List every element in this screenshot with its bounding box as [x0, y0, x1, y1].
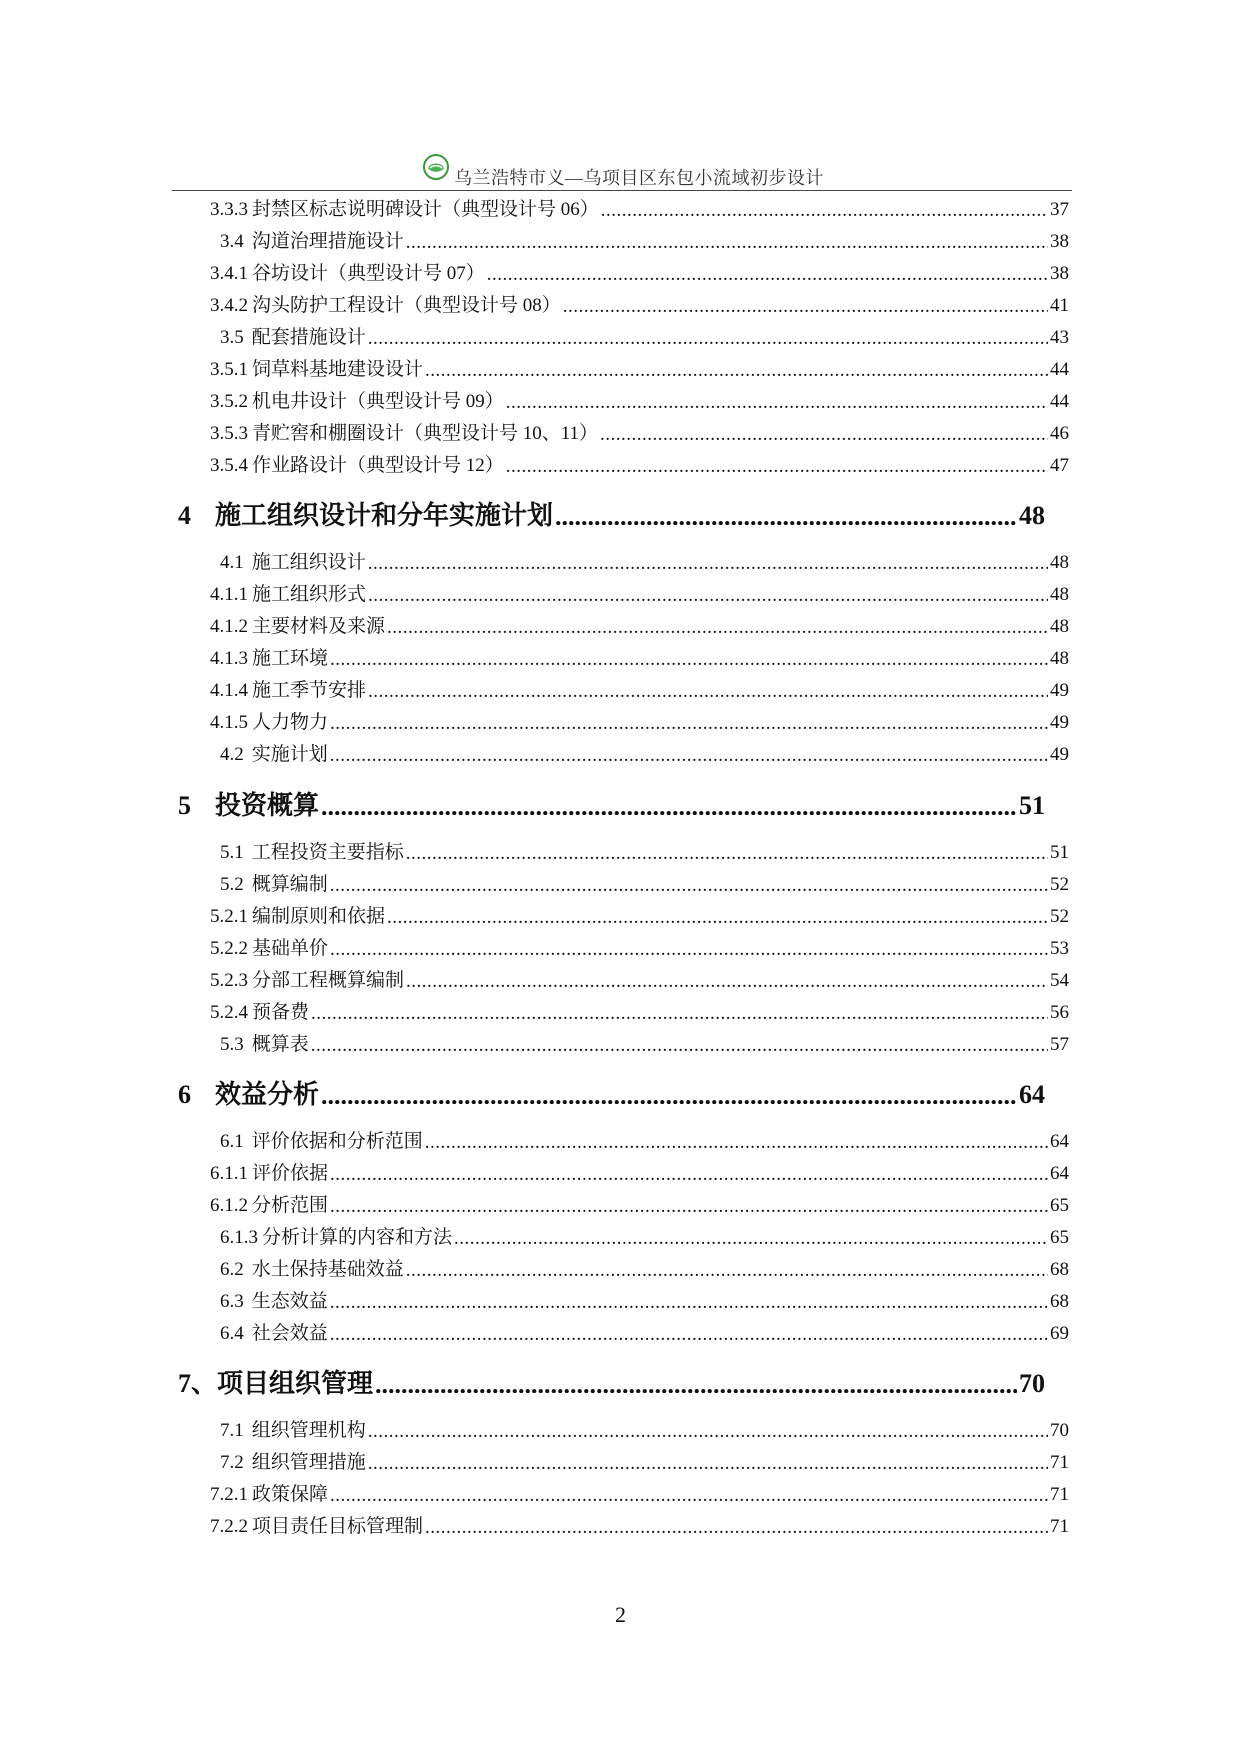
toc-entry-number: 7.2.2: [210, 1516, 248, 1537]
toc-section-entry[interactable]: [210, 582, 1069, 608]
toc-entry-title: 分析范围: [252, 1195, 329, 1216]
toc-entry-number: 3.5: [220, 327, 244, 348]
toc-dot-leader: [454, 1226, 1048, 1245]
toc-entry-title: 沟道治理措施设计: [251, 231, 404, 252]
toc-section-entry[interactable]: [220, 742, 1069, 768]
toc-section-entry[interactable]: [210, 1193, 1069, 1219]
toc-dot-leader: [330, 1162, 1048, 1181]
toc-entry-page: 49: [1050, 680, 1069, 701]
toc-dot-leader: [368, 583, 1048, 602]
toc-entry-title: 项目责任目标管理制: [252, 1516, 424, 1537]
toc-entry-number: 3.5.1: [210, 359, 248, 380]
toc-section-entry[interactable]: [210, 357, 1069, 383]
toc-entry-title: 饲草料基地建设设计: [252, 359, 424, 380]
toc-dot-leader: [330, 711, 1048, 730]
toc-section-entry[interactable]: [220, 1321, 1069, 1347]
toc-entry-title: 预备费: [252, 1002, 310, 1023]
toc-entry-page: 38: [1050, 263, 1069, 284]
toc-entry-title: 施工季节安排: [252, 680, 367, 701]
toc-entry-page: 49: [1050, 712, 1069, 733]
toc-dot-leader: [330, 743, 1048, 762]
toc-dot-leader: [387, 615, 1048, 634]
header-title: 乌兰浩特市义—乌项目区东包小流域初步设计: [454, 168, 824, 188]
toc-section-entry[interactable]: [210, 646, 1069, 672]
toc-entry-number: 4.1.3: [210, 648, 248, 669]
toc-entry-title: 青贮窖和棚圈设计（典型设计号 10、11）: [252, 423, 599, 444]
toc-section-entry[interactable]: [220, 1225, 1069, 1251]
toc-entry-number: 5.2.3: [210, 970, 248, 991]
toc-entry-page: 68: [1050, 1291, 1069, 1312]
toc-section-entry[interactable]: [220, 550, 1069, 576]
toc-dot-leader: [425, 358, 1048, 377]
toc-entry-number: 4.2: [220, 744, 244, 765]
toc-entry-page: 48: [1050, 584, 1069, 605]
toc-entry-number: 5.3: [220, 1034, 244, 1055]
toc-entry-title: 工程投资主要指标: [251, 842, 404, 863]
toc-chapter-entry[interactable]: [178, 1366, 1045, 1402]
page-number: 2: [615, 1602, 626, 1627]
toc-entry-title: 水土保持基础效益: [251, 1259, 404, 1280]
toc-dot-leader: [368, 1419, 1048, 1438]
toc-entry-page: 43: [1050, 327, 1069, 348]
toc-entry-page: 38: [1050, 231, 1069, 252]
toc-entry-number: 6.1.3: [220, 1227, 258, 1248]
toc-entry-number: 4.1: [220, 552, 244, 573]
toc-entry-number: 6.3: [220, 1291, 244, 1312]
toc-dot-leader: [330, 1322, 1048, 1341]
toc-dot-leader: [425, 1130, 1048, 1149]
toc-entry-number: 5.2.1: [210, 906, 248, 927]
toc-dot-leader: [368, 326, 1048, 345]
toc-dot-leader: [330, 1290, 1048, 1309]
toc-entry-page: 48: [1019, 501, 1045, 530]
toc-entry-page: 51: [1019, 791, 1045, 820]
toc-section-entry[interactable]: [210, 453, 1069, 479]
toc-entry-page: 71: [1050, 1484, 1069, 1505]
toc-dot-leader: [330, 647, 1048, 666]
toc-entry-page: 65: [1050, 1227, 1069, 1248]
toc-entry-number: 7.2.1: [210, 1484, 248, 1505]
toc-section-entry[interactable]: [210, 261, 1069, 287]
toc-entry-number: 4.1.1: [210, 584, 248, 605]
toc-dot-leader: [330, 937, 1048, 956]
toc-section-entry[interactable]: [210, 904, 1069, 930]
toc-entry-page: 70: [1019, 1369, 1045, 1398]
toc-section-entry[interactable]: [210, 614, 1069, 640]
toc-dot-leader: [555, 499, 1017, 525]
toc-entry-page: 47: [1050, 455, 1069, 476]
toc-entry-title: 人力物力: [252, 712, 329, 733]
toc-entry-title: 分部工程概算编制: [252, 970, 405, 991]
toc-section-entry[interactable]: [220, 1129, 1069, 1155]
toc-dot-leader: [330, 1194, 1048, 1213]
toc-entry-title: 评价依据: [252, 1163, 329, 1184]
toc-entry-number: 3.5.3: [210, 423, 248, 444]
toc-section-entry[interactable]: [210, 1482, 1069, 1508]
toc-entry-number: 5.1: [220, 842, 244, 863]
toc-entry-title: 机电井设计（典型设计号 09）: [252, 391, 504, 412]
toc-entry-page: 65: [1050, 1195, 1069, 1216]
toc-entry-title: 概算表: [251, 1034, 309, 1055]
toc-section-entry[interactable]: [210, 1161, 1069, 1187]
toc-entry-number: 3.5.4: [210, 455, 248, 476]
toc-entry-title: 配套措施设计: [251, 327, 366, 348]
toc-entry-number: 4.1.2: [210, 616, 248, 637]
toc-entry-page: 52: [1050, 906, 1069, 927]
toc-entry-page: 71: [1050, 1452, 1069, 1473]
toc-entry-page: 64: [1050, 1131, 1069, 1152]
toc-section-entry[interactable]: [220, 840, 1069, 866]
toc-entry-page: 52: [1050, 874, 1069, 895]
toc-entry-number: 5.2.4: [210, 1002, 248, 1023]
toc-dot-leader: [425, 1515, 1048, 1534]
toc-entry-number: 3.5.2: [210, 391, 248, 412]
toc-entry-page: 54: [1050, 970, 1069, 991]
toc-entry-number: 6: [178, 1080, 191, 1109]
toc-entry-title: 施工组织设计: [251, 552, 366, 573]
toc-section-entry[interactable]: [220, 325, 1069, 351]
toc-entry-title: 谷坊设计（典型设计号 07）: [252, 263, 485, 284]
toc-entry-title: 分析计算的内容和方法: [262, 1227, 453, 1248]
toc-dot-leader: [601, 198, 1048, 217]
toc-dot-leader: [487, 262, 1048, 281]
toc-dot-leader: [406, 841, 1048, 860]
toc-dot-leader: [311, 1001, 1048, 1020]
toc-section-entry[interactable]: [220, 1418, 1069, 1444]
toc-entry-page: 48: [1050, 648, 1069, 669]
toc-entry-number: 5.2.2: [210, 938, 248, 959]
toc-entry-title: 施工组织形式: [252, 584, 367, 605]
toc-entry-title: 社会效益: [251, 1323, 328, 1344]
toc-chapter-entry[interactable]: [178, 498, 1045, 534]
toc-dot-leader: [387, 905, 1048, 924]
toc-entry-number: 4: [178, 501, 191, 530]
toc-entry-page: 64: [1019, 1080, 1045, 1109]
toc-dot-leader: [406, 969, 1048, 988]
toc-section-entry[interactable]: [210, 936, 1069, 962]
toc-entry-number: 4.1.4: [210, 680, 248, 701]
toc-section-entry[interactable]: [210, 293, 1069, 319]
toc-section-entry[interactable]: [210, 710, 1069, 736]
toc-entry-number: 4.1.5: [210, 712, 248, 733]
toc-dot-leader: [368, 679, 1048, 698]
toc-entry-number: 3.3.3: [210, 199, 248, 220]
toc-entry-title: 项目组织管理: [217, 1369, 374, 1398]
toc-section-entry[interactable]: [220, 1032, 1069, 1058]
toc-dot-leader: [600, 422, 1048, 441]
toc-dot-leader: [311, 1033, 1048, 1052]
toc-entry-title: 投资概算: [215, 791, 320, 820]
toc-entry-title: 施工组织设计和分年实施计划: [215, 501, 554, 530]
toc-entry-page: 37: [1050, 199, 1069, 220]
toc-entry-title: 施工环境: [252, 648, 329, 669]
toc-entry-number: 7.1: [220, 1420, 244, 1441]
toc-entry-number: 5: [178, 791, 191, 820]
toc-chapter-entry[interactable]: [178, 788, 1045, 824]
toc-section-entry[interactable]: [210, 197, 1069, 223]
toc-entry-page: 70: [1050, 1420, 1069, 1441]
toc-entry-title: 组织管理机构: [251, 1420, 366, 1441]
toc-entry-page: 53: [1050, 938, 1069, 959]
toc-entry-title: 基础单价: [252, 938, 329, 959]
toc-section-entry[interactable]: [220, 229, 1069, 255]
toc-dot-leader: [330, 1483, 1048, 1502]
toc-entry-page: 69: [1050, 1323, 1069, 1344]
toc-entry-page: 48: [1050, 616, 1069, 637]
toc-entry-page: 68: [1050, 1259, 1069, 1280]
toc-entry-page: 51: [1050, 842, 1069, 863]
toc-dot-leader: [406, 1258, 1048, 1277]
toc-entry-number: 3.4.1: [210, 263, 248, 284]
toc-entry-page: 64: [1050, 1163, 1069, 1184]
toc-entry-title: 组织管理措施: [251, 1452, 366, 1473]
toc-entry-number: 6.4: [220, 1323, 244, 1344]
toc-dot-leader: [506, 454, 1048, 473]
toc-entry-page: 57: [1050, 1034, 1069, 1055]
toc-dot-leader: [368, 1451, 1048, 1470]
toc-entry-title: 实施计划: [251, 744, 328, 765]
toc-section-entry[interactable]: [210, 968, 1069, 994]
toc-dot-leader: [321, 789, 1017, 815]
toc-entry-title: 沟头防护工程设计（典型设计号 08）: [252, 295, 561, 316]
toc-section-entry[interactable]: [210, 389, 1069, 415]
toc-entry-page: 71: [1050, 1516, 1069, 1537]
toc-dot-leader: [506, 390, 1048, 409]
toc-entry-page: 49: [1050, 744, 1069, 765]
toc-entry-page: 56: [1050, 1002, 1069, 1023]
toc-section-entry[interactable]: [220, 1450, 1069, 1476]
toc-entry-title: 作业路设计（典型设计号 12）: [252, 455, 504, 476]
toc-section-entry[interactable]: [220, 872, 1069, 898]
toc-entry-number: 5.2: [220, 874, 244, 895]
toc-entry-number: 3.4: [220, 231, 244, 252]
toc-dot-leader: [330, 873, 1048, 892]
toc-entry-title: 效益分析: [215, 1080, 320, 1109]
toc-section-entry[interactable]: [220, 1289, 1069, 1315]
toc-entry-page: 46: [1050, 423, 1069, 444]
toc-dot-leader: [563, 294, 1048, 313]
toc-entry-title: 生态效益: [251, 1291, 328, 1312]
toc-entry-title: 概算编制: [251, 874, 328, 895]
toc-entry-number: 7、: [178, 1369, 218, 1398]
toc-entry-page: 44: [1050, 391, 1069, 412]
toc-section-entry[interactable]: [210, 1000, 1069, 1026]
toc-entry-page: 48: [1050, 552, 1069, 573]
toc-dot-leader: [368, 551, 1048, 570]
toc-dot-leader: [375, 1367, 1017, 1393]
toc-entry-number: 7.2: [220, 1452, 244, 1473]
toc-entry-number: 6.1.2: [210, 1195, 248, 1216]
toc-chapter-entry[interactable]: [178, 1077, 1045, 1113]
toc-entry-title: 封禁区标志说明碑设计（典型设计号 06）: [252, 199, 599, 220]
toc-entry-number: 6.1: [220, 1131, 244, 1152]
toc-section-entry[interactable]: [220, 1257, 1069, 1283]
toc-dot-leader: [321, 1078, 1017, 1104]
toc-section-entry[interactable]: [210, 421, 1069, 447]
toc-entry-title: 评价依据和分析范围: [251, 1131, 423, 1152]
toc-entry-title: 政策保障: [252, 1484, 329, 1505]
toc-entry-number: 6.2: [220, 1259, 244, 1280]
toc-entry-page: 44: [1050, 359, 1069, 380]
toc-entry-number: 3.4.2: [210, 295, 248, 316]
toc-entry-number: 6.1.1: [210, 1163, 248, 1184]
toc-entry-title: 编制原则和依据: [252, 906, 386, 927]
toc-entry-title: 主要材料及来源: [252, 616, 386, 637]
toc-dot-leader: [406, 230, 1048, 249]
toc-entry-page: 41: [1050, 295, 1069, 316]
toc-section-entry[interactable]: [210, 1514, 1069, 1540]
toc-section-entry[interactable]: [210, 678, 1069, 704]
